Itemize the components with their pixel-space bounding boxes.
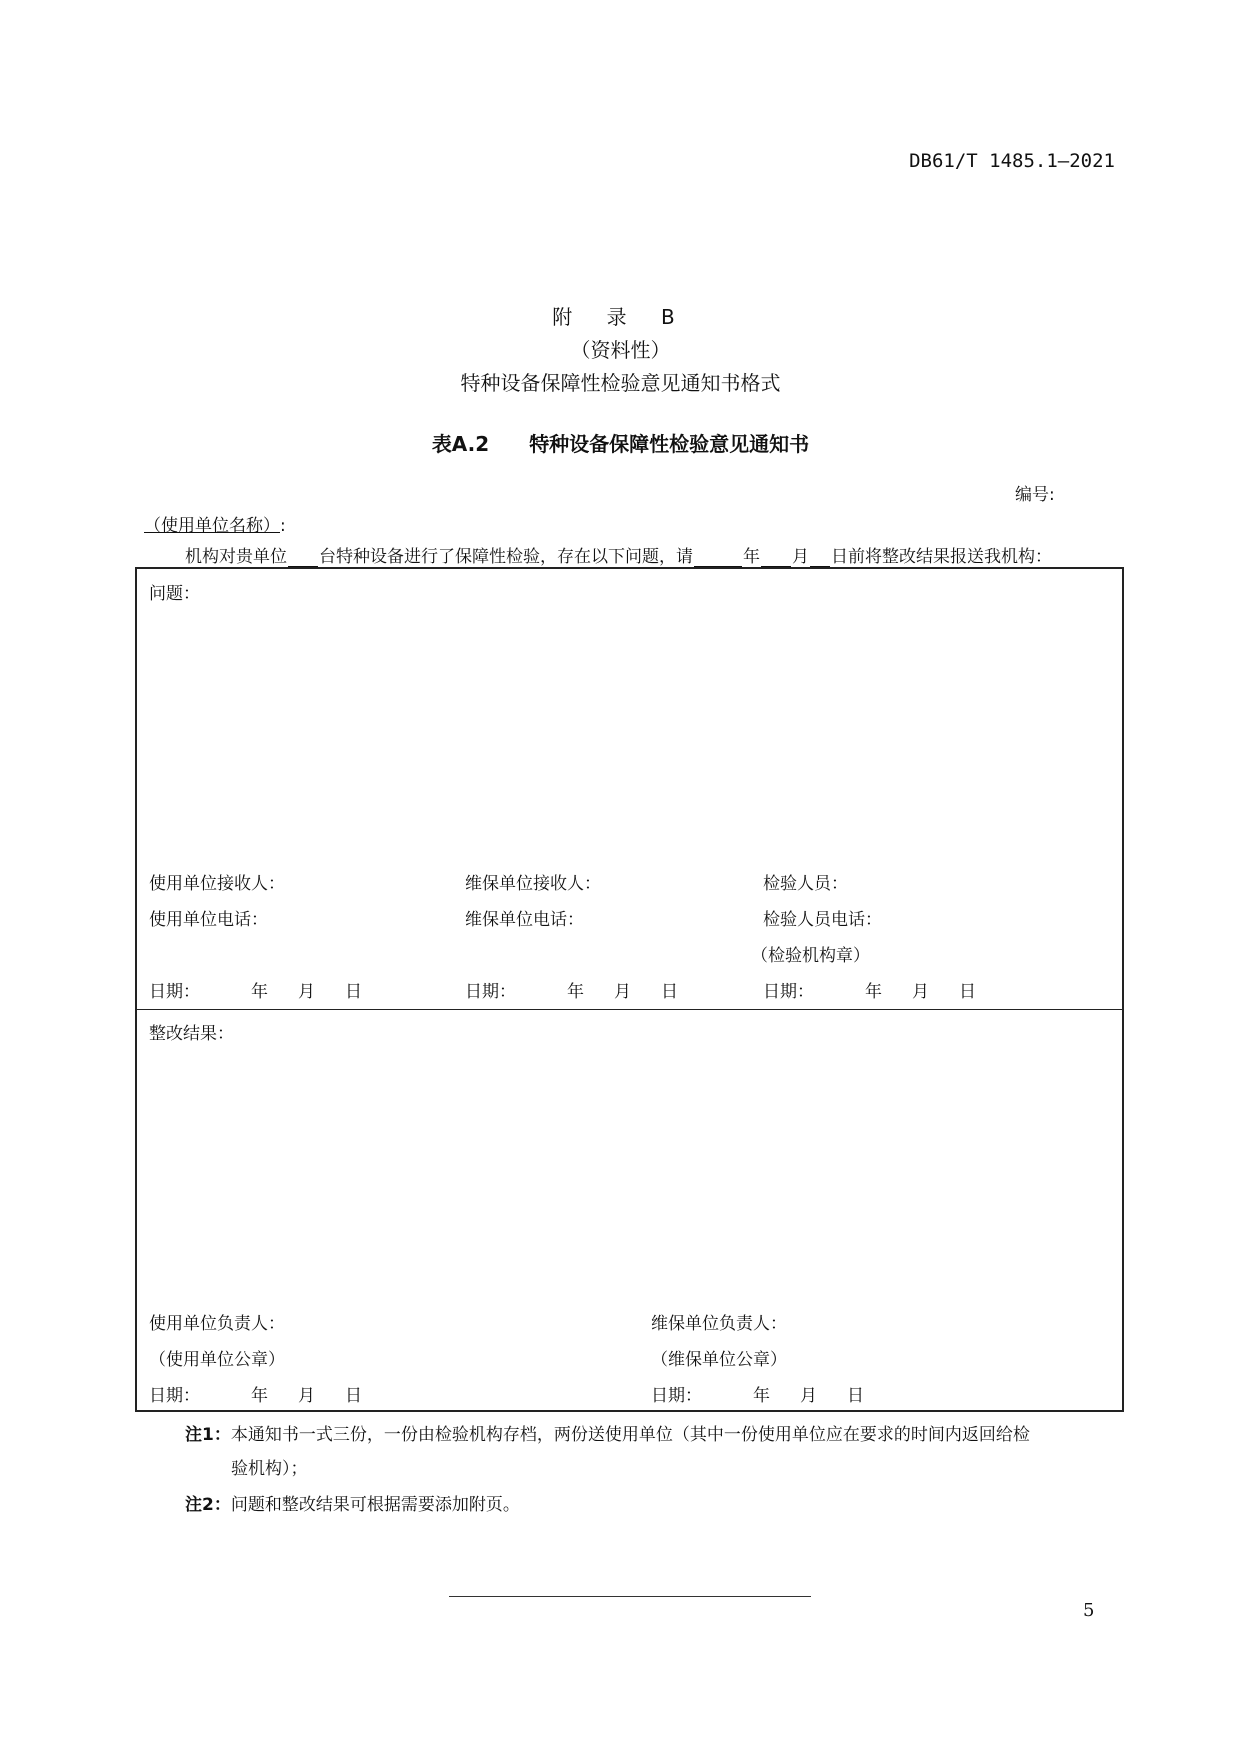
intro-part1: 机构对贵单位	[185, 547, 287, 567]
date-maint-head: 日期： 年 月 日	[651, 1386, 864, 1406]
inspector-phone-label: 检验人员电话：	[763, 910, 882, 930]
date-inspector: 日期： 年 月 日	[763, 982, 976, 1002]
intro-part5: 日前将整改结果报送我机构：	[831, 547, 1052, 567]
recipient-colon: :	[280, 516, 286, 536]
intro-month: 月	[792, 547, 809, 567]
notice-form-box	[135, 567, 1124, 1412]
maint-seal-label: （维保单位公章）	[651, 1350, 787, 1370]
deadline-year-blank[interactable]	[694, 548, 742, 567]
page-number: 5	[1083, 1600, 1095, 1621]
table-caption	[0, 428, 1241, 457]
note-2-text: 问题和整改结果可根据需要添加附页。	[230, 1495, 520, 1515]
note-1-text: 本通知书一式三份，一份由检验机构存档，两份送使用单位（其中一份使用单位应在要求的时间内返回给检	[230, 1425, 1030, 1445]
intro-year: 年	[743, 547, 760, 567]
device-count-blank[interactable]	[288, 548, 318, 567]
appendix-title: 附 录 B	[552, 305, 689, 329]
user-phone-label: 使用单位电话：	[149, 910, 268, 930]
user-receiver-label: 使用单位接收人：	[149, 874, 285, 894]
user-seal-label: （使用单位公章）	[149, 1350, 285, 1370]
note-1-continuation: 验机构）；	[231, 1459, 308, 1479]
note-1-label: 注1：	[185, 1425, 231, 1445]
recipient-name: （使用单位名称）	[144, 516, 280, 536]
problems-label: 问题：	[149, 584, 200, 604]
recipient-line	[144, 511, 286, 536]
intro-sentence	[185, 542, 1052, 567]
deadline-day-blank[interactable]	[810, 548, 830, 567]
standard-number: DB61/T 1485.1—2021	[909, 150, 1115, 172]
maint-head-label: 维保单位负责人：	[651, 1314, 787, 1334]
rectification-label: 整改结果：	[149, 1024, 234, 1044]
date-maint-receiver: 日期： 年 月 日	[465, 982, 678, 1002]
maint-phone-label: 维保单位电话：	[465, 910, 584, 930]
inspector-label: 检验人员：	[763, 874, 848, 894]
inspection-seal-label: （检验机构章）	[751, 946, 870, 966]
maint-receiver-label: 维保单位接收人：	[465, 874, 601, 894]
user-head-label: 使用单位负责人：	[149, 1314, 285, 1334]
note-2	[185, 1490, 520, 1515]
serial-number-label: 编号:	[1015, 485, 1055, 505]
note-1	[185, 1420, 1030, 1445]
deadline-month-blank[interactable]	[761, 548, 791, 567]
date-user-head: 日期： 年 月 日	[149, 1386, 362, 1406]
appendix-name: 特种设备保障性检验意见通知书格式	[460, 371, 781, 395]
footer-rule	[449, 1596, 811, 1597]
section-divider	[137, 1009, 1122, 1010]
intro-part2: 台特种设备进行了保障性检验，存在以下问题，请	[319, 547, 693, 567]
note-2-label: 注2：	[185, 1495, 231, 1515]
table-number: 表A.2	[431, 432, 490, 456]
appendix-nature: （资料性）	[570, 338, 671, 362]
table-name: 特种设备保障性检验意见通知书	[529, 432, 810, 456]
date-user-receiver: 日期： 年 月 日	[149, 982, 362, 1002]
